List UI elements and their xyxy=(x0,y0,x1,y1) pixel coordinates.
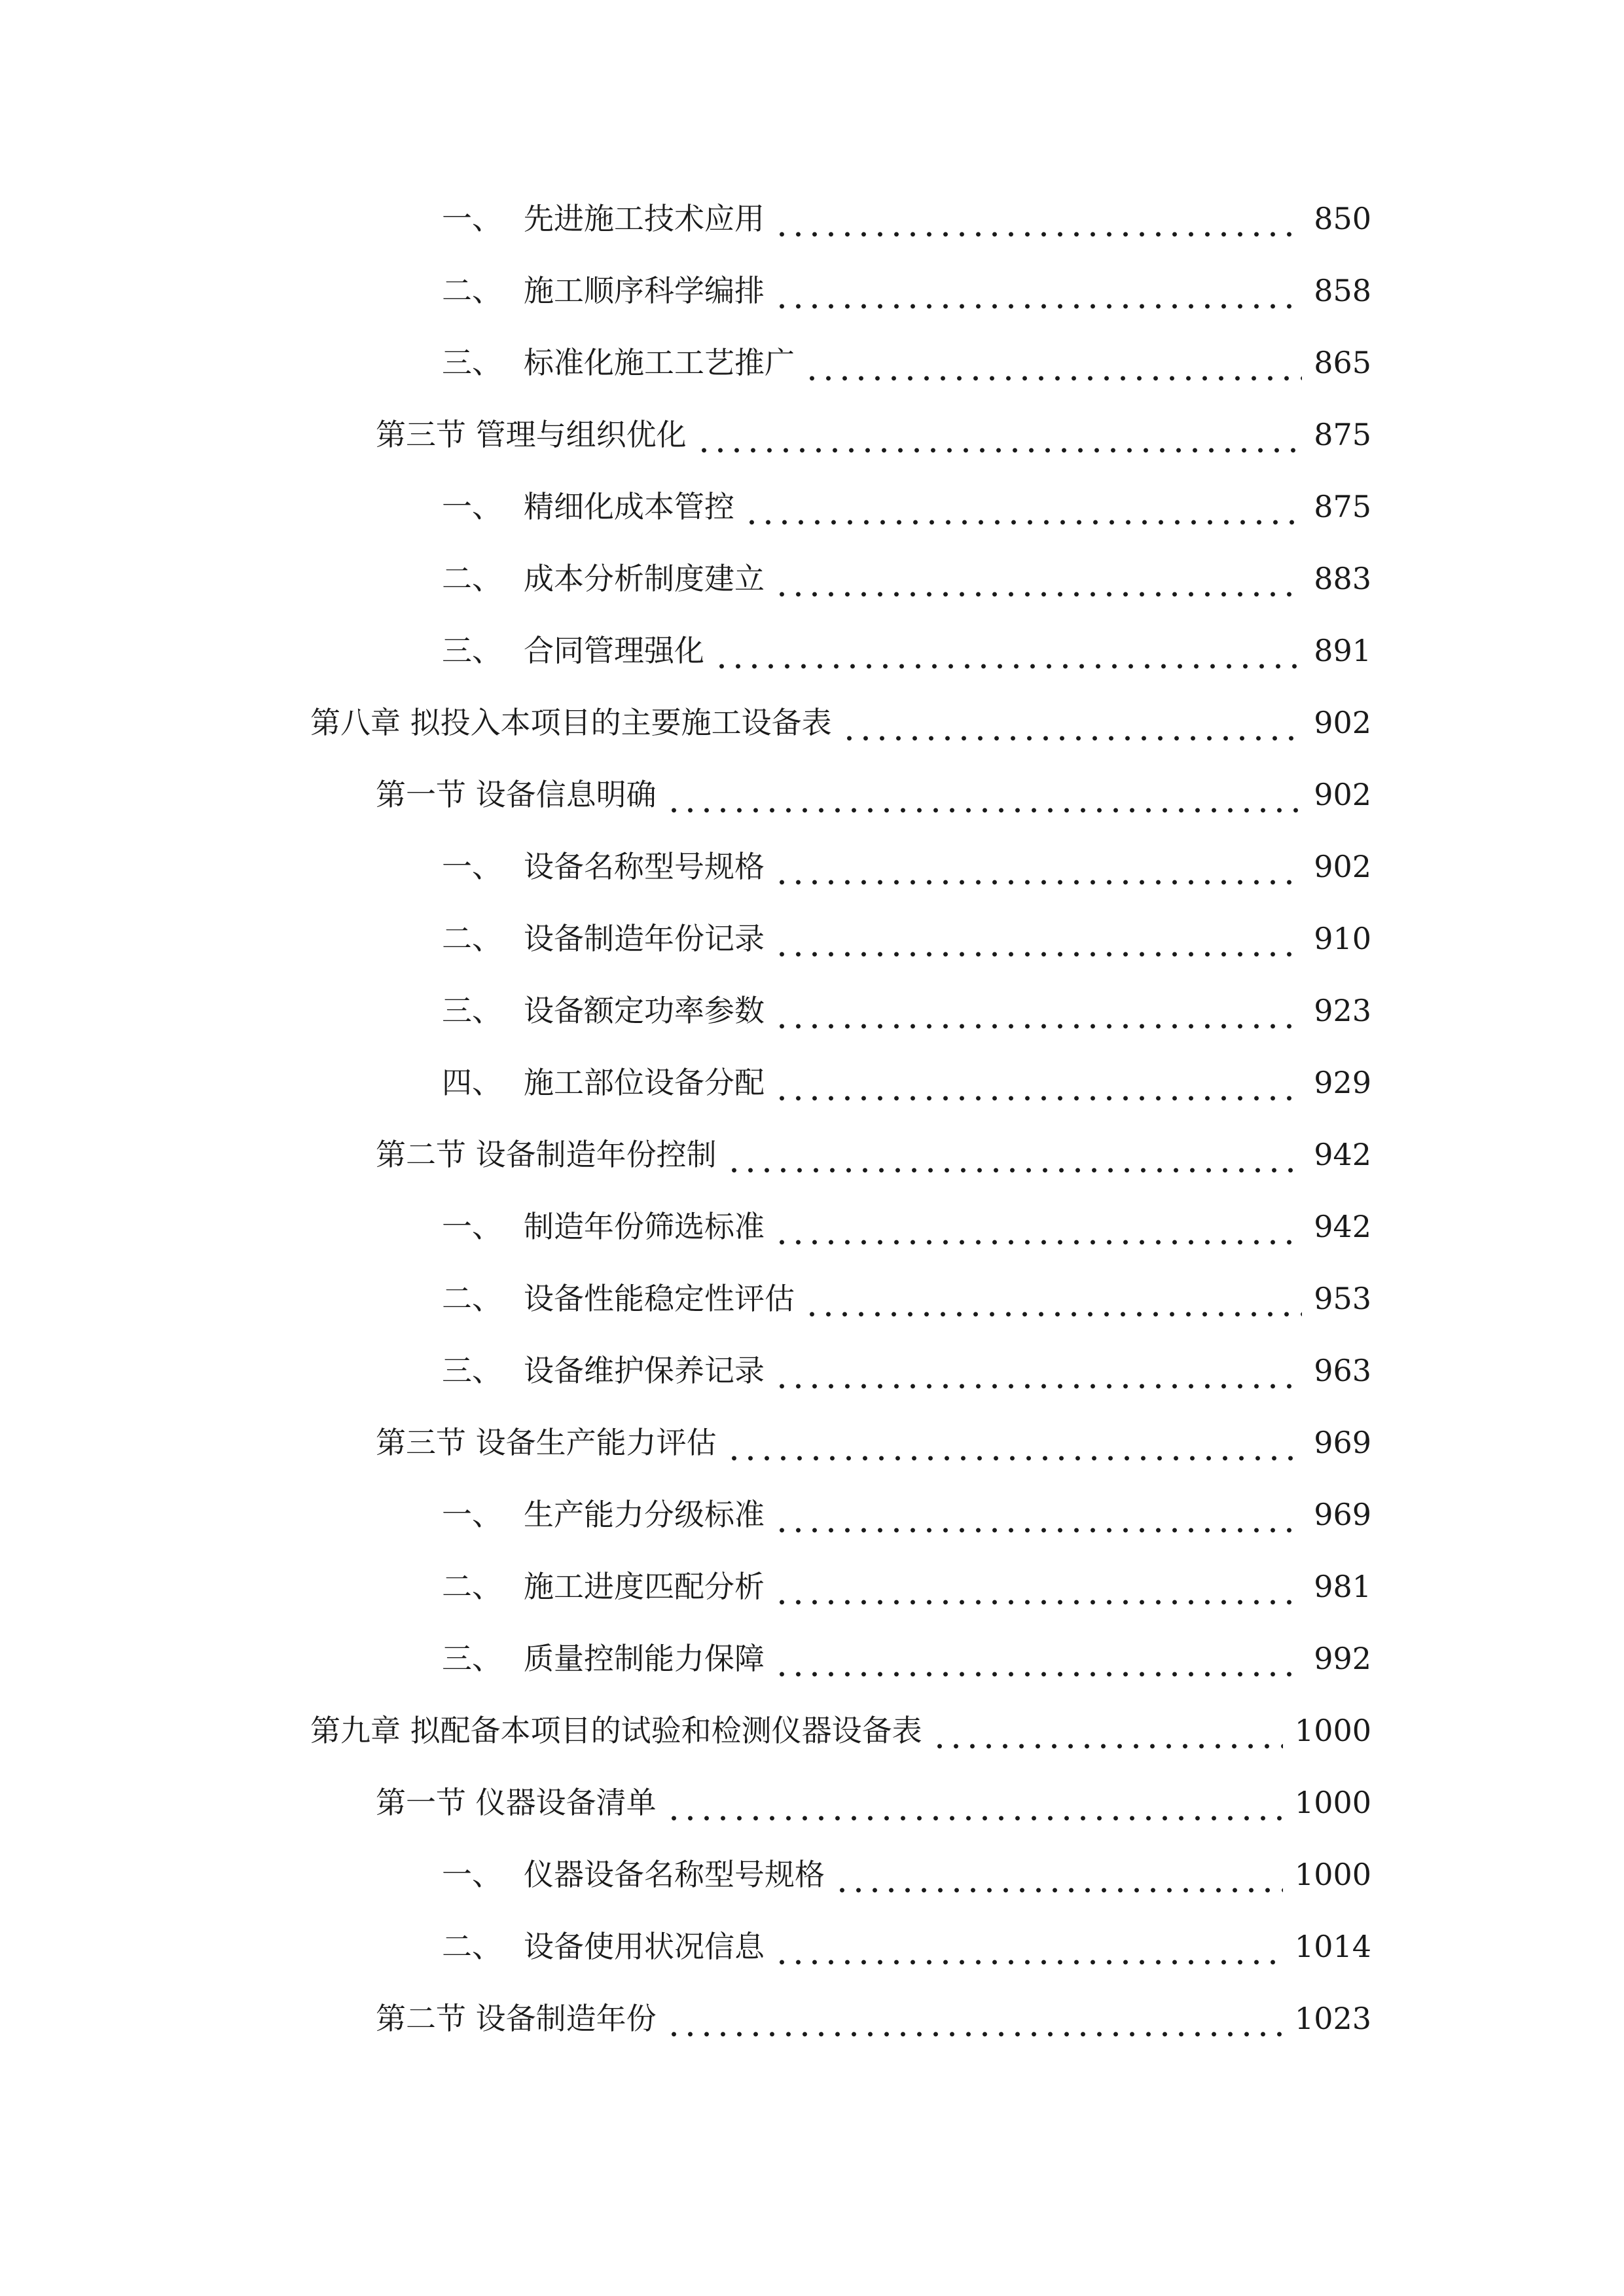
toc-entry-title: 施工进度匹配分析 xyxy=(524,1569,765,1604)
toc-entry-number: 一、 xyxy=(442,1857,502,1892)
toc-entry-page: 1023 xyxy=(1294,2001,1371,2036)
toc-entry-number: 二、 xyxy=(442,1929,502,1964)
toc-entry-title: 设备性能稳定性评估 xyxy=(524,1281,795,1316)
toc-entry-page: 981 xyxy=(1314,1569,1371,1604)
toc-entry[interactable] xyxy=(442,1344,1371,1397)
toc-entry-page: 923 xyxy=(1314,993,1371,1028)
toc-dot-leader xyxy=(774,1200,1302,1253)
toc-entry-title: 第一节 仪器设备清单 xyxy=(376,1785,657,1820)
toc-entry-page: 942 xyxy=(1314,1137,1371,1172)
toc-entry-page: 969 xyxy=(1314,1425,1371,1460)
toc-entry-page: 953 xyxy=(1314,1281,1371,1316)
toc-entry-number: 二、 xyxy=(442,561,502,596)
toc-entry-title: 设备额定功率参数 xyxy=(524,993,765,1028)
toc-entry-title: 精细化成本管控 xyxy=(524,489,734,524)
toc-entry-title: 成本分析制度建立 xyxy=(524,561,765,596)
toc-entry[interactable] xyxy=(442,336,1371,389)
toc-entry-number: 二、 xyxy=(442,273,502,308)
toc-dot-leader xyxy=(804,336,1302,389)
toc-dot-leader xyxy=(726,1128,1303,1181)
toc-entry-title: 设备名称型号规格 xyxy=(524,849,765,884)
toc-dot-leader xyxy=(666,1992,1283,2045)
toc-entry-title: 设备制造年份记录 xyxy=(524,921,765,956)
toc-entry-page: 910 xyxy=(1314,921,1371,956)
toc-entry[interactable] xyxy=(310,696,1371,749)
toc-entry-page: 891 xyxy=(1314,633,1371,668)
toc-entry-title: 生产能力分级标准 xyxy=(524,1497,765,1532)
toc-entry-page: 902 xyxy=(1314,705,1371,740)
toc-entry[interactable] xyxy=(442,840,1371,893)
toc-entry-number: 四、 xyxy=(442,1065,502,1100)
toc-entry[interactable] xyxy=(376,768,1371,821)
toc-entry-page: 1000 xyxy=(1294,1857,1371,1892)
toc-entry-title: 设备使用状况信息 xyxy=(524,1929,765,1964)
toc-entry-page: 992 xyxy=(1314,1641,1371,1676)
toc-dot-leader xyxy=(774,840,1302,893)
toc-entry-page: 1000 xyxy=(1294,1713,1371,1748)
toc-entry-page: 865 xyxy=(1314,345,1371,380)
toc-dot-leader xyxy=(774,1344,1302,1397)
toc-entry[interactable] xyxy=(442,1920,1371,1973)
toc-entry-page: 858 xyxy=(1314,273,1371,308)
toc-entry-title: 第九章 拟配备本项目的试验和检测仪器设备表 xyxy=(310,1713,922,1748)
toc-entry[interactable] xyxy=(442,480,1371,533)
toc-entry[interactable] xyxy=(376,1128,1371,1181)
toc-dot-leader xyxy=(713,624,1302,677)
toc-entry[interactable] xyxy=(376,408,1371,461)
toc-entry[interactable] xyxy=(442,192,1371,245)
toc-dot-leader xyxy=(774,1632,1302,1685)
toc-entry[interactable] xyxy=(442,1848,1371,1901)
toc-entry-page: 1000 xyxy=(1294,1785,1371,1820)
toc-entry-title: 第一节 设备信息明确 xyxy=(376,777,657,812)
toc-entry-page: 883 xyxy=(1314,561,1371,596)
toc-entry-title: 制造年份筛选标准 xyxy=(524,1209,765,1244)
toc-entry[interactable] xyxy=(310,1704,1371,1757)
toc-entry-title: 第二节 设备制造年份 xyxy=(376,2001,657,2036)
toc-dot-leader xyxy=(726,1416,1303,1469)
toc-dot-leader xyxy=(774,1056,1302,1109)
toc-entry-number: 二、 xyxy=(442,1281,502,1316)
toc-entry-title: 设备维护保养记录 xyxy=(524,1353,765,1388)
toc-entry[interactable] xyxy=(376,1992,1371,2045)
toc-entry-page: 942 xyxy=(1314,1209,1371,1244)
toc-entry-page: 969 xyxy=(1314,1497,1371,1532)
toc-entry-page: 963 xyxy=(1314,1353,1371,1388)
toc-entry-page: 850 xyxy=(1314,201,1371,236)
toc-entry-number: 三、 xyxy=(442,345,502,380)
toc-dot-leader xyxy=(774,912,1302,965)
toc-entry-page: 1014 xyxy=(1294,1929,1371,1964)
toc-entry-title: 第八章 拟投入本项目的主要施工设备表 xyxy=(310,705,832,740)
toc-entry-number: 一、 xyxy=(442,1497,502,1532)
toc-entry[interactable] xyxy=(442,984,1371,1037)
toc-dot-leader xyxy=(774,1560,1302,1613)
toc-entry-title: 质量控制能力保障 xyxy=(524,1641,765,1676)
toc-entry-title: 先进施工技术应用 xyxy=(524,201,765,236)
toc-entry-title: 第三节 设备生产能力评估 xyxy=(376,1425,717,1460)
toc-entry[interactable] xyxy=(376,1416,1371,1469)
toc-entry-page: 902 xyxy=(1314,849,1371,884)
toc-entry-title: 第三节 管理与组织优化 xyxy=(376,417,687,452)
toc-entry-number: 一、 xyxy=(442,1209,502,1244)
toc-entry-page: 929 xyxy=(1314,1065,1371,1100)
toc-entry-page: 875 xyxy=(1314,417,1371,452)
toc-dot-leader xyxy=(744,480,1302,533)
toc-dot-leader xyxy=(774,1488,1302,1541)
toc-entry[interactable] xyxy=(442,624,1371,677)
toc-entry-number: 三、 xyxy=(442,1641,502,1676)
toc-dot-leader xyxy=(774,264,1302,317)
toc-entry[interactable] xyxy=(442,552,1371,605)
toc-entry-title: 第二节 设备制造年份控制 xyxy=(376,1137,717,1172)
toc-entry-page: 902 xyxy=(1314,777,1371,812)
toc-dot-leader xyxy=(804,1272,1302,1325)
toc-entry[interactable] xyxy=(442,1056,1371,1109)
toc-entry-title: 施工部位设备分配 xyxy=(524,1065,765,1100)
toc-entry-title: 标准化施工工艺推广 xyxy=(524,345,795,380)
toc-dot-leader xyxy=(666,1776,1283,1829)
toc-entry[interactable] xyxy=(442,1488,1371,1541)
toc-entry-number: 一、 xyxy=(442,849,502,884)
toc-dot-leader xyxy=(774,984,1302,1037)
toc-entry-number: 二、 xyxy=(442,1569,502,1604)
toc-dot-leader xyxy=(696,408,1303,461)
toc-entry-number: 三、 xyxy=(442,1353,502,1388)
toc-entry-title: 合同管理强化 xyxy=(524,633,704,668)
toc-entry[interactable] xyxy=(442,264,1371,317)
toc-entry-number: 二、 xyxy=(442,921,502,956)
toc-entry-number: 一、 xyxy=(442,201,502,236)
toc-entry-title: 施工顺序科学编排 xyxy=(524,273,765,308)
toc-entry[interactable] xyxy=(376,1776,1371,1829)
toc-entry[interactable] xyxy=(442,1272,1371,1325)
toc-dot-leader xyxy=(666,768,1303,821)
toc-entry[interactable] xyxy=(442,1632,1371,1685)
toc-dot-leader xyxy=(774,1920,1283,1973)
toc-dot-leader xyxy=(841,696,1303,749)
toc-entry[interactable] xyxy=(442,1200,1371,1253)
toc-entry[interactable] xyxy=(442,1560,1371,1613)
toc-dot-leader xyxy=(834,1848,1283,1901)
toc-entry-number: 一、 xyxy=(442,489,502,524)
toc-dot-leader xyxy=(931,1704,1283,1757)
toc-entry-number: 三、 xyxy=(442,633,502,668)
toc-entry[interactable] xyxy=(442,912,1371,965)
toc-entry-title: 仪器设备名称型号规格 xyxy=(524,1857,825,1892)
toc-dot-leader xyxy=(774,192,1302,245)
toc-entry-page: 875 xyxy=(1314,489,1371,524)
toc-dot-leader xyxy=(774,552,1302,605)
toc-entry-number: 三、 xyxy=(442,993,502,1028)
